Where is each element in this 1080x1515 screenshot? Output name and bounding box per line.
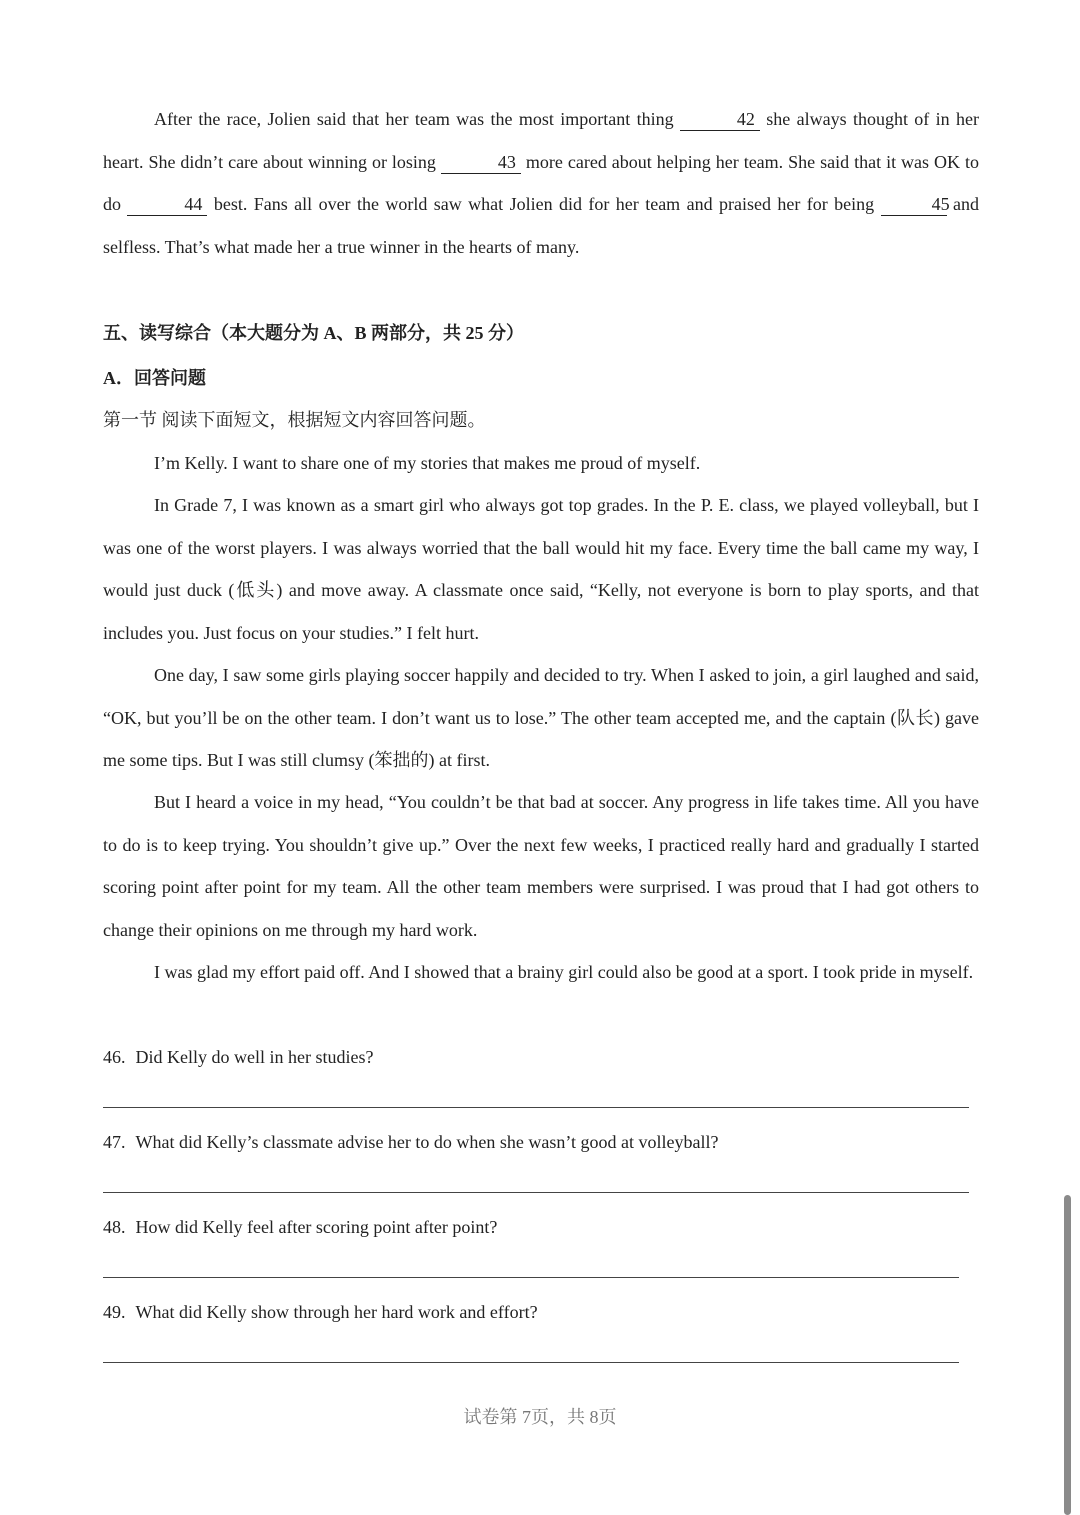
blank-45: 45 [881,193,947,216]
story-paragraph-5: I was glad my effort paid off. And I showed that a brainy girl could also be good at a sport. I took pride in myself. [154,962,974,982]
blank-42: 42 [680,108,760,131]
story-paragraph-1: I’m Kelly. I want to share one of my stories that makes me proud of myself. [154,453,701,473]
question-49 [103,1300,538,1324]
answer-line-49[interactable] [103,1362,959,1363]
cloze-text-e: and selfless. That’s what made her a true winner in the hearts of many. [103,194,979,257]
section-title: 五、读写综合（本大题分为 A、B 两部分，共 25 分） [103,323,525,343]
cloze-text-d: best. Fans all over the world saw what Jolien did for her team and praised her for being [207,194,881,214]
cloze-text-b: she always thought of in her heart. She didn’t care about winning or losing [103,109,979,172]
story-paragraph-4: But I heard a voice in my head, “You couldn’t be that bad at soccer. Any progress in life takes time. All you have to do is to keep trying. You shouldn’t give up.” Over the next few weeks, I practiced really hard and gradually I started scoring point after point for my team. All the other team members were surprised. I was proud that I had got others to change their opinions on me through my hard work. [103,792,979,940]
scrollbar-thumb[interactable] [1064,1195,1071,1515]
question-text: Did Kelly do well in her studies? [135,1047,374,1067]
question-number: 48. [103,1217,126,1237]
question-47 [103,1130,719,1154]
blank-44: 44 [127,193,207,216]
cloze-text-c: more cared about helping her team. She said that it was OK to do [103,151,979,214]
page-footer: 试卷第 7页，共 8页 [463,1407,617,1427]
question-text: How did Kelly feel after scoring point after point? [135,1217,498,1237]
part-a-title: A．回答问题 [103,368,206,388]
answer-line-48[interactable] [103,1277,959,1278]
question-number: 47. [103,1132,126,1152]
cloze-paragraph [103,98,979,268]
question-text: What did Kelly’s classmate advise her to do when she wasn’t good at volleyball? [135,1132,719,1152]
question-46 [103,1045,373,1069]
answer-line-47[interactable] [103,1192,969,1193]
question-number: 49. [103,1302,126,1322]
cloze-text-a: After the race, Jolien said that her team was the most important thing [154,109,680,129]
question-text: What did Kelly show through her hard work and effort? [135,1302,538,1322]
story-paragraph-3: One day, I saw some girls playing soccer happily and decided to try. When I asked to join, a girl laughed and said, “OK, but you’ll be on the other team. I don’t want us to lose.” The other team accepted me, and the captain (队长) gave me some tips. But I was still clumsy (笨拙的) at first. [103,665,979,770]
story-paragraph-2: In Grade 7, I was known as a smart girl who always got top grades. In the P. E. class, we played volleyball, but I was one of the worst players. I was always worried that the ball would hit my face. Every time the ball came my way, I would just duck (低头) and move away. A classmate once said, “Kelly, not everyone is born to play sports, and that includes you. Just focus on your studies.” I felt hurt. [103,495,979,643]
answer-line-46[interactable] [103,1107,969,1108]
question-48 [103,1215,497,1239]
blank-43: 43 [441,151,521,174]
subsection-instructions: 第一节 阅读下面短文，根据短文内容回答问题。 [103,410,486,430]
question-number: 46. [103,1047,126,1067]
